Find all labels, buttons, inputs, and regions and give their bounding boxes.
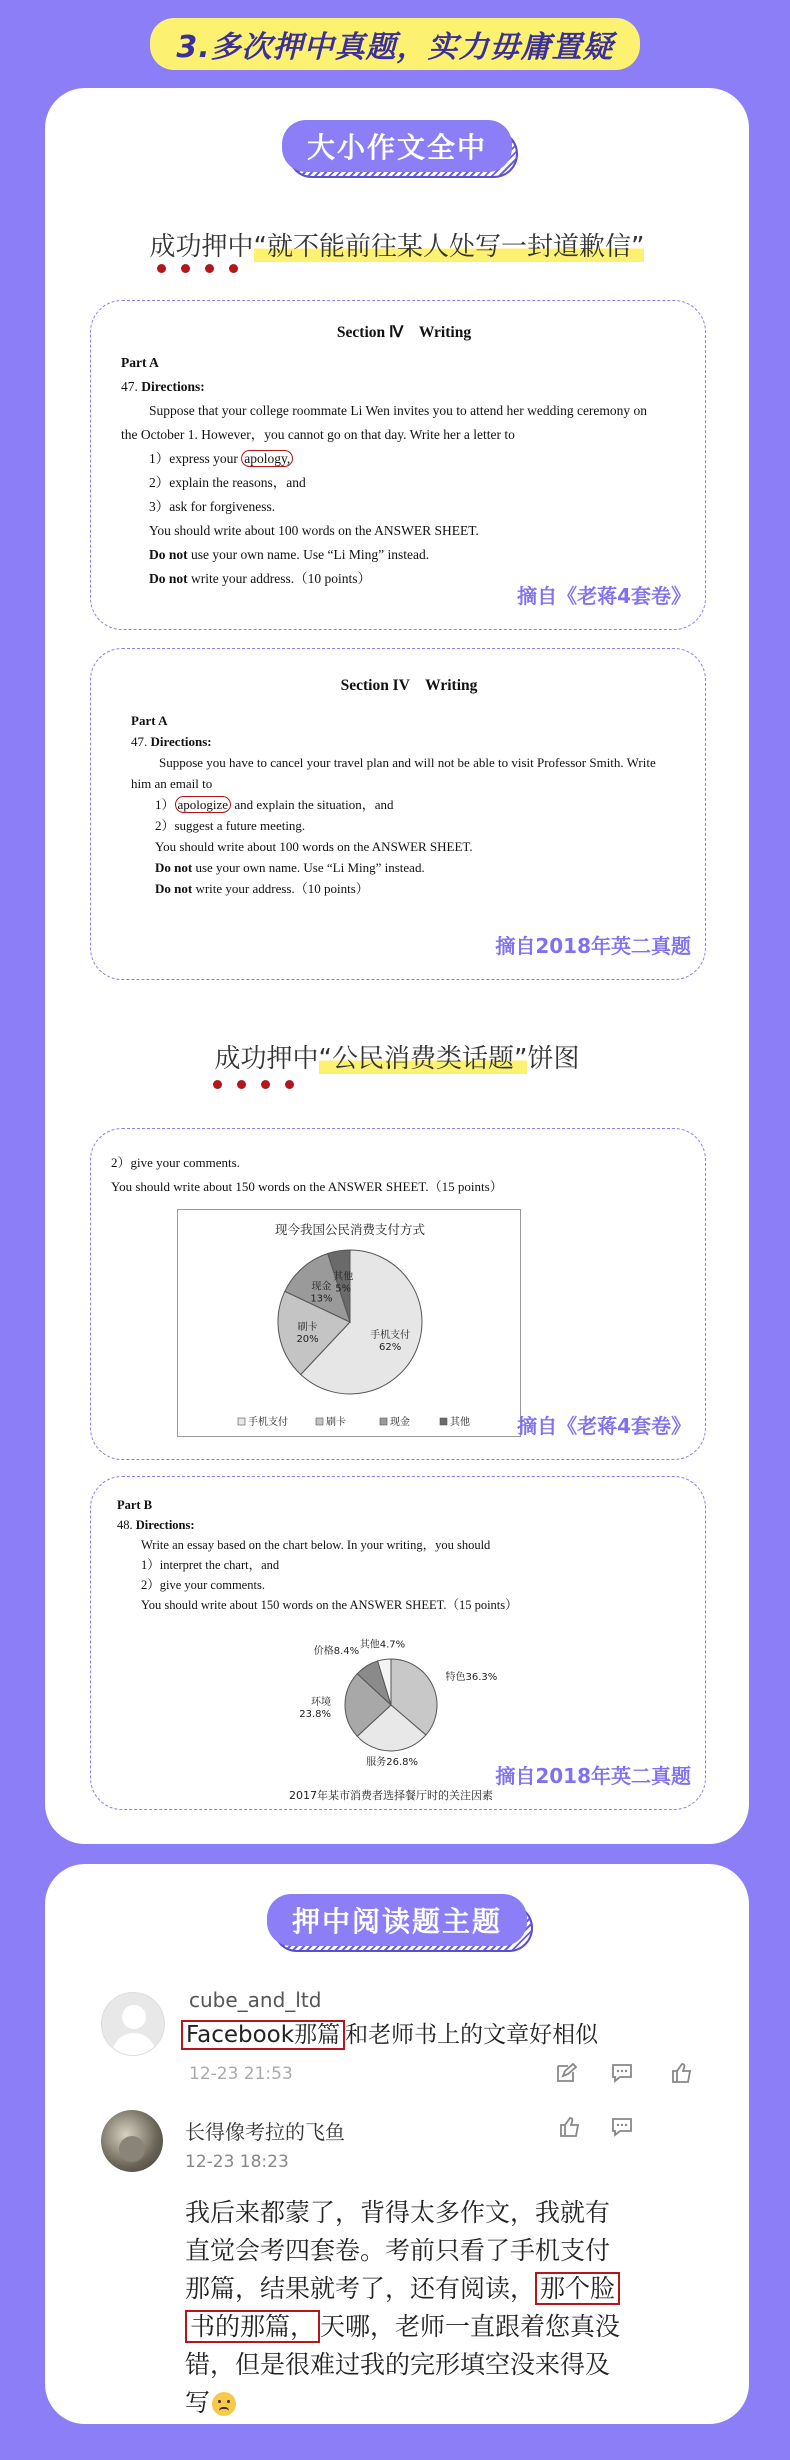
- source-label: 摘自《老蒋4套卷》: [517, 584, 691, 608]
- highlight-apology: apology,: [241, 450, 293, 467]
- pie-chart-payment: [177, 1209, 521, 1437]
- banner: [0, 0, 790, 88]
- legend-swatch-3: [440, 1418, 447, 1425]
- comment-user[interactable]: 长得像考拉的飞鱼: [185, 2120, 345, 2144]
- avatar-default: [101, 1992, 165, 2056]
- pie-label-1: 服务26.8%: [366, 1756, 419, 1768]
- comment-icon[interactable]: [611, 2062, 633, 2084]
- heading-consumption: 成功押中“公民消费类话题”饼图: [214, 1044, 580, 1074]
- chart-title: 现今我国公民消费支付方式: [274, 1222, 426, 1237]
- pie-label-0: 手机支付 62%: [370, 1329, 411, 1353]
- pie-label-1: 刷卡 20%: [296, 1322, 319, 1346]
- reading-card: [45, 1864, 749, 2424]
- exam-excerpt-mock-2: 2）give your comments. You should write about 150 words on the ANSWER SHEET.（15 points） 现今我国公民消费支付方式 手机支付 62% 刷卡 20% 现金 13% 其他 5% 手机支付 刷卡 现金 其他 摘自《老蒋4套卷》: [90, 1128, 706, 1460]
- comment-user[interactable]: cube_and_ltd: [189, 1988, 322, 2012]
- section-tag-essay: [282, 120, 512, 172]
- decor-dots: [213, 1080, 294, 1089]
- sad-emoji-icon: [212, 2392, 236, 2416]
- highlight-facebook-2: 书的那篇，: [185, 2310, 320, 2343]
- exam-excerpt-real-2: Part B 48. Directions: Write an essay based on the chart below. In your writing，you should 1）interpret the chart，and 2）give your comments. You should write about 150 words on the ANSWER SHEET.（15 points） 特色36.3% 服务26.8% 环境 23.8% 价格8.4% 其他4.7% 2017年某市消费者选择餐厅时的关注因素 摘自2018年英二真题: [90, 1476, 706, 1810]
- pie-label-2: 现金 13%: [310, 1281, 333, 1305]
- essay-card: [45, 88, 749, 1844]
- legend-swatch-2: [380, 1418, 387, 1425]
- pie-label-3: 其他 5%: [333, 1271, 354, 1295]
- section-tag-label: 押中阅读题主题: [267, 1894, 527, 1946]
- pie-label-3: 价格8.4%: [313, 1646, 360, 1658]
- comment-icon[interactable]: [611, 2116, 633, 2138]
- highlight-facebook-1: 那个脸: [535, 2272, 620, 2305]
- comment-text: Facebook那篇 和老师书上的文章好相似: [181, 2016, 598, 2049]
- legend-label-1: 刷卡: [326, 1417, 346, 1428]
- source-label: 摘自2018年英二真题: [495, 934, 691, 958]
- section-tag-label: 大小作文全中: [282, 120, 512, 172]
- edit-icon[interactable]: [555, 2062, 577, 2084]
- highlight-apologize: apologize: [175, 796, 232, 813]
- legend-label-3: 其他: [450, 1417, 470, 1428]
- banner-title: 3.多次押中真题，实力毋庸置疑: [150, 18, 639, 70]
- heading-quote: “公民消费类话题”: [318, 1044, 528, 1074]
- comment-time: 12-23 18:23: [185, 2152, 289, 2172]
- legend-label-0: 手机支付: [248, 1417, 288, 1428]
- source-label: 摘自《老蒋4套卷》: [517, 1414, 691, 1438]
- decor-dots: [157, 264, 238, 273]
- like-icon[interactable]: [671, 2062, 693, 2084]
- comment-time: 12-23 21:53: [189, 2064, 293, 2084]
- heading-apology: 成功押中“就不能前往某人处写一封道歉信”: [149, 232, 645, 262]
- pie-label-2: 环境 23.8%: [299, 1697, 331, 1720]
- legend-label-2: 现金: [390, 1417, 410, 1428]
- comment-text: 我后来都蒙了，背得太多作文，我就有 直觉会考四套卷。考前只看了手机支付 那篇，结果就考了，还有阅读， 那个脸 书的那篇， 天哪，老师一直跟着您真没 错，但是很难过我的完形填空没来得及 写: [185, 2198, 621, 2417]
- pie-label-0: 特色36.3%: [445, 1671, 498, 1683]
- highlight-facebook: Facebook那篇: [181, 2020, 345, 2050]
- heading-quote: “就不能前往某人处写一封道歉信”: [253, 232, 645, 262]
- legend-swatch-1: [316, 1418, 323, 1425]
- like-icon[interactable]: [559, 2116, 581, 2138]
- exam-excerpt-mock-1: Section Ⅳ Writing Part A 47. Directions: Suppose that your college roommate Li Wen invites you to attend her wedding ceremony on the October 1. However，you cannot go on that day. Write her a letter to 1）express your apology, 2）explain the reasons，and 3）ask for forgiveness. You should write about 100 words on the ANSWER SHEET. Do not use your own name. Use “Li Ming” instead. Do not write your address.（10 points） 摘自《老蒋4套卷》: [90, 300, 706, 630]
- exam-excerpt-real-1: Section IV Writing Part A 47. Directions: Suppose you have to cancel your travel plan and will not be able to visit Professor Smith. Write him an email to 1） apologize and explain the situation，and 2）suggest a future meeting. You should write about 100 words on the ANSWER SHEET. Do not use your own name. Use “Li Ming” instead. Do not write your address.（10 points） 摘自2018年英二真题: [90, 648, 706, 980]
- pie-label-4: 其他4.7%: [359, 1639, 406, 1651]
- pie-chart-payment-svg: [178, 1210, 522, 1438]
- avatar-koala: [101, 2110, 163, 2172]
- section-tag-reading: [267, 1894, 527, 1946]
- chart-title: 2017年某市消费者选择餐厅时的关注因素: [289, 1789, 493, 1802]
- source-label: 摘自2018年英二真题: [495, 1764, 691, 1788]
- legend-swatch-0: [238, 1418, 245, 1425]
